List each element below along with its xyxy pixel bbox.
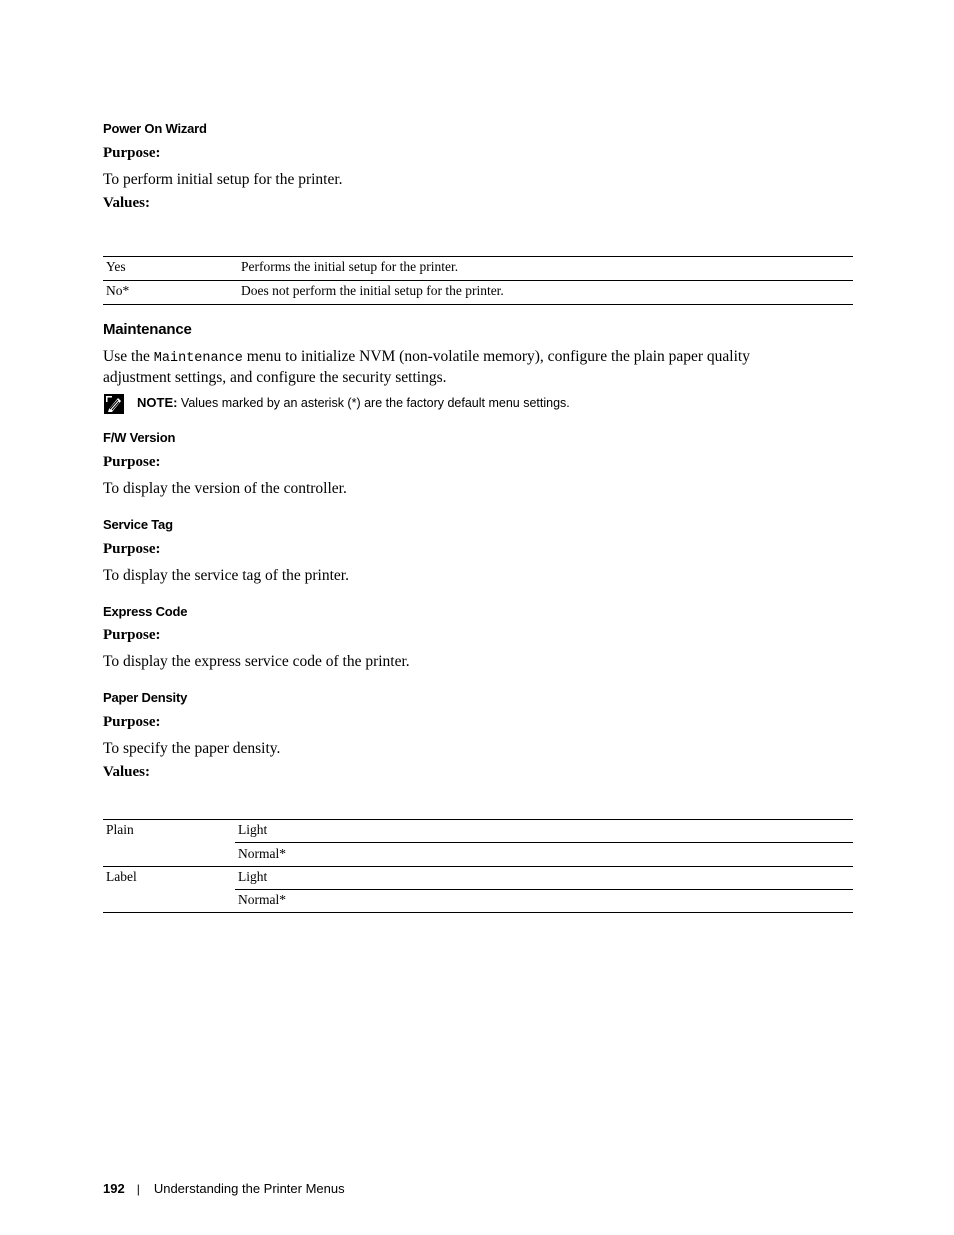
pencil-note-icon — [103, 393, 125, 415]
value-cell: Yes — [106, 259, 126, 274]
table-inner-rule — [235, 842, 853, 843]
description-cell: Performs the initial setup for the printer. — [241, 259, 459, 274]
values-label: Values: — [103, 195, 150, 211]
section-heading-fw-version: F/W Version — [103, 430, 176, 445]
intro-text: menu to initialize NVM (non-volatile memory), configure the plain paper quality — [242, 348, 750, 365]
purpose-text: To specify the paper density. — [103, 740, 281, 757]
intro-text: Use the — [103, 348, 154, 365]
note-body: Values marked by an asterisk (*) are the factory default menu settings. — [177, 396, 570, 410]
page-number: 192 — [103, 1181, 125, 1196]
purpose-label: Purpose: — [103, 714, 161, 730]
purpose-text: To display the version of the controller. — [103, 480, 347, 497]
table-bottom-rule — [103, 912, 853, 913]
paper-type-cell: Plain — [106, 822, 134, 837]
footer-separator: | — [136, 1182, 140, 1196]
section-heading-paper-density: Paper Density — [103, 690, 188, 705]
purpose-text: To display the express service code of the printer. — [103, 653, 410, 670]
density-option-cell: Normal* — [238, 846, 286, 861]
maintenance-intro — [103, 347, 853, 387]
table-group-rule — [103, 866, 853, 867]
paper-type-cell: Label — [106, 869, 137, 884]
density-option-cell: Light — [238, 869, 268, 884]
density-option-cell: Light — [238, 822, 268, 837]
purpose-label: Purpose: — [103, 454, 161, 470]
purpose-text: To perform initial setup for the printer. — [103, 171, 343, 188]
values-label: Values: — [103, 764, 150, 780]
note-label: NOTE: — [137, 395, 178, 410]
section-heading-maintenance: Maintenance — [103, 321, 192, 338]
page-footer — [103, 1181, 345, 1196]
table-row — [103, 257, 853, 281]
description-cell: Does not perform the initial setup for the printer. — [241, 283, 504, 298]
note-text — [137, 395, 570, 410]
section-heading-service-tag: Service Tag — [103, 517, 173, 532]
purpose-text: To display the service tag of the printer. — [103, 567, 349, 584]
density-option-cell: Normal* — [238, 892, 286, 907]
table-inner-rule — [235, 889, 853, 890]
table-top-rule — [103, 819, 853, 820]
purpose-label: Purpose: — [103, 541, 161, 557]
purpose-label: Purpose: — [103, 627, 161, 643]
power-on-wizard-values-table — [103, 257, 853, 305]
chapter-title: Understanding the Printer Menus — [153, 1181, 345, 1196]
value-cell: No* — [106, 283, 130, 298]
purpose-label: Purpose: — [103, 145, 161, 161]
note-callout — [103, 393, 853, 415]
menu-name-code: Maintenance — [153, 351, 243, 366]
section-heading-power-on-wizard: Power On Wizard — [103, 121, 207, 136]
intro-text: adjustment settings, and configure the security settings. — [103, 369, 447, 386]
table-row — [103, 281, 853, 305]
section-heading-express-code: Express Code — [103, 604, 188, 619]
